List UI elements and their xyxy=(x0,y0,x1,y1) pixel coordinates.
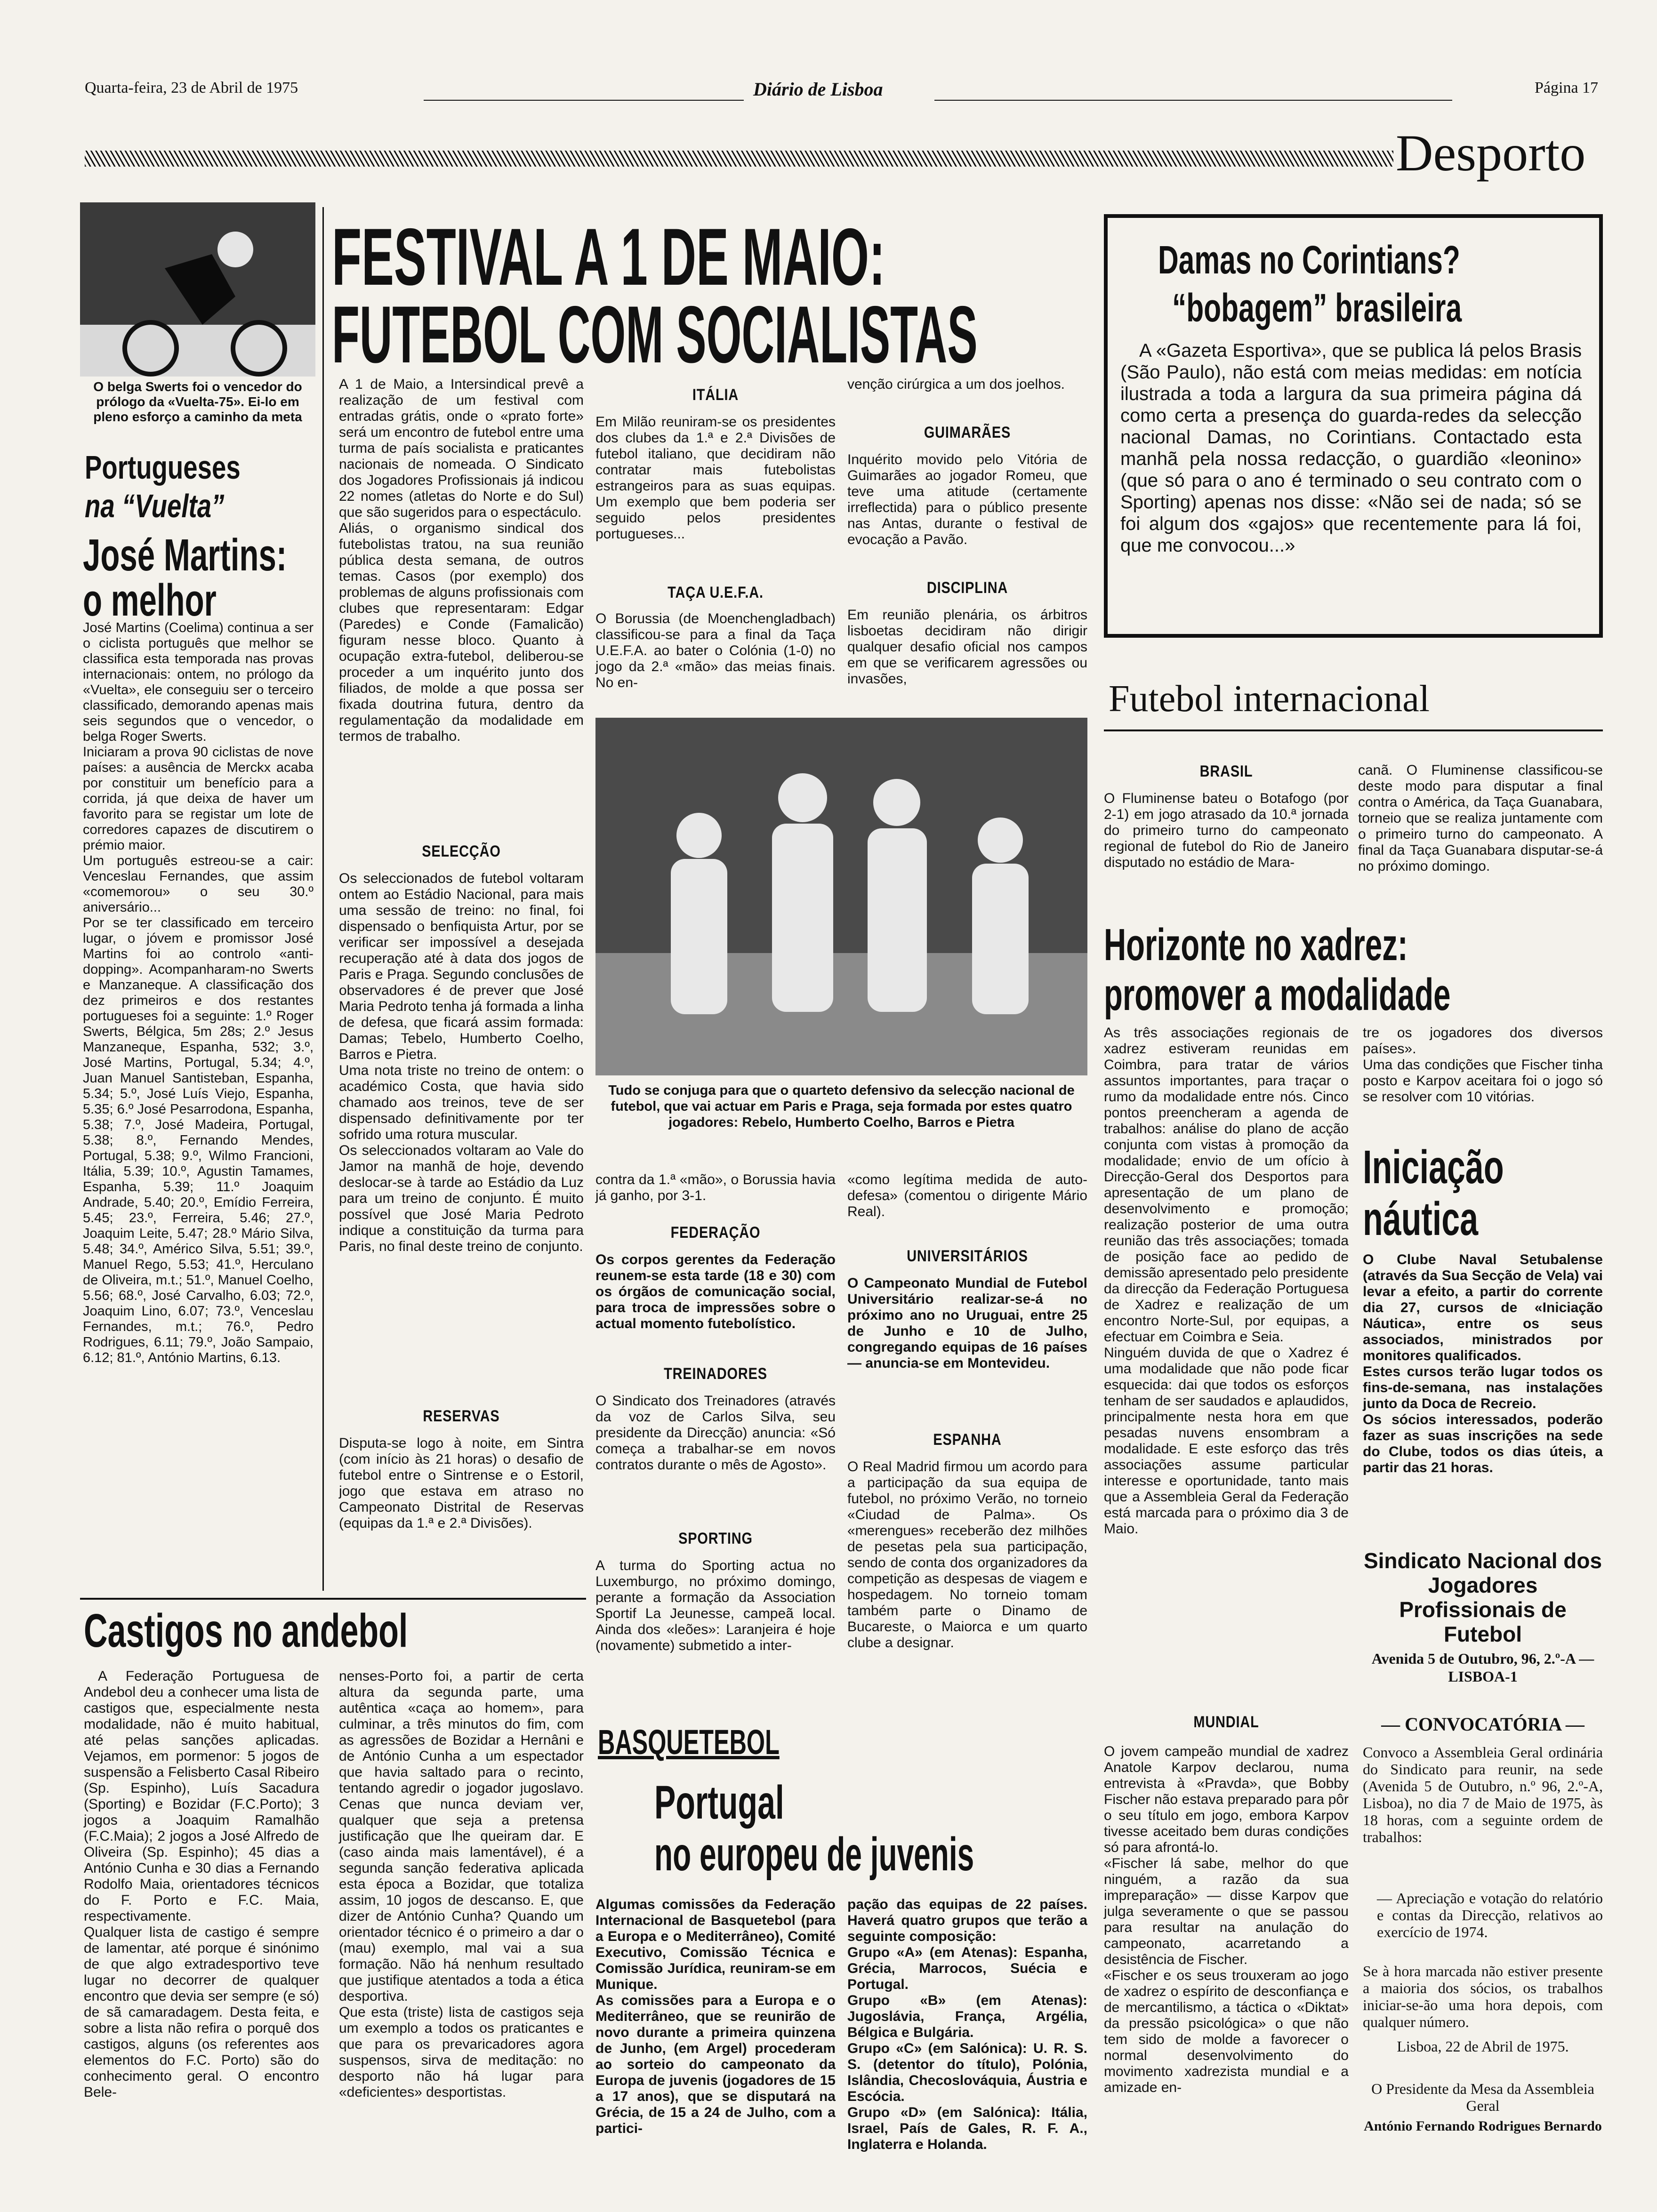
espanha-heading: ESPANHA xyxy=(933,1431,1002,1449)
convocatoria-body: Convoco a Assembleia Geral ordinária do Sindicato para reunir, na sede (Avenida 5 de Outubro, n.º 96, 2.º-A, Lisboa), no dia 7 de Maio de 1975, às 18 horas, com a seguinte ordem de trabalhos: xyxy=(1363,1744,1603,1845)
vuelta-kicker-1: Portugueses xyxy=(85,449,241,486)
damas-body: A «Gazeta Esportiva», que se publica lá pelos Brasis (São Paulo), não está com meias medidas: em notícia ilustrada a toda a largura da sua primeira página dá como certa a presença do guarda-redes da selecção nacional Damas, no Corintians. Contactado esta manhã pela nossa redacção, o guardião «leonino» (que só para o ano é terminado o seu contrato com o Sporting) apenas nos disse: «Não sei de nada; só se foi algum dos «gajos» que recentemente para lá foi, que me convocou...» xyxy=(1120,340,1582,556)
convocatoria-heading: — CONVOCATÓRIA — xyxy=(1381,1714,1585,1735)
sporting-body: A turma do Sporting actua no Luxemburgo, no próximo domingo, perante a formação da Association Sportif La Jeunesse, campeã local. Ainda dos «leões»: Laranjeira é hoje (novamente) submetido a inter- xyxy=(595,1558,836,1653)
convocatoria-item: — Apreciação e votação do relatório e contas da Direcção, relativos ao exercício de 1974. xyxy=(1377,1890,1603,1940)
section-title: Desporto xyxy=(1396,124,1586,182)
mundial-heading: MUNDIAL xyxy=(1193,1713,1259,1731)
brasil-body-2: canã. O Fluminense classificou-se deste modo para disputar a final contra o América, da Taça Guanabara, torneio que se realiza juntamente com o primeiro turno do campeonato. A final da Taça Guanabara disputar-se-á no próximo domingo. xyxy=(1358,762,1603,874)
sindicato-address: Avenida 5 de Outubro, 96, 2.º-A — LISBOA-1 xyxy=(1371,1650,1594,1685)
italia-heading: ITÁLIA xyxy=(692,386,739,404)
vuelta-title-2: o melhor xyxy=(83,575,217,625)
cyclist-caption: O belga Swerts foi o vencedor do prólogo da «Vuelta-75». Ei-lo em pleno esforço a caminho da meta xyxy=(93,379,302,424)
selecao-heading: SELECÇÃO xyxy=(422,842,501,860)
basquetebol-title-2: no europeu de juvenis xyxy=(654,1828,974,1881)
vuelta-body: José Martins (Coelima) continua a ser o ciclista português que melhor se classifica esta temporada nas provas internacionais: ontem, no prólogo da «Vuelta», ele conseguiu ser o terceiro classificado, demorando apenas mais seis segundos que o vencedor, o belga Roger Swerts. Iniciaram a prova 90 ciclistas de nove países: a ausência de Merckx acaba por constituir um benefício para a corrida, já que deixa de haver um favorito para se registar um lote de corredores capazes de discutirem o prémio maior. Um português estreou-se a cair: Venceslau Fernandes, que assim «comemorou» o seu 30.º aniversário... Por se ter classificado em terceiro lugar, o jóvem e promissor José Martins foi ao controlo «anti-dopping». Acompanharam-no Swerts e Manzaneque. A classificação dos dez primeiros e dos restantes portugueses foi a seguinte: 1.º Roger Swerts, Bélgica, 5m 28s; 2.º Jesus Manzaneque, Espanha, 532; 3.º, José Martins, Portugal, 5.34; 4.º, Juan Manuel Santisteban, Espanha, 5.34; 5.º, José Luís Viejo, Espanha, 5.35; 6.º José Pesarrodona, Espanha, 5.38; 7.º, José Madeira, Portugal, 5.38; 8.º, Fernando Mendes, Portugal, 5.38; 9.º, Wilmo Francioni, Itália, 5.39; 10.º, Agustin Tamames, Espanha, 5.39; 11.º Joaquim Andrade, 5.40; 20.º, Emídio Ferreira, 5.45; 23.º, Ferreira, 5.46; 27.º, Joaquim Leite, 5.47; 28.º Mário Silva, 5.48; 34.º, Américo Silva, 5.51; 39.º, Manuel Rego, 5.53; 41.º, Herculano de Oliveira, m.t.; 51.º, Manuel Coelho, 5.56; 68.º, José Carvalho, 6.03; 72.º, Joaquim Lino, 6.07; 73.º, Venceslau Fernandes, m.t.; 76.º, Pedro Rodrigues, 6.11; 79.º, João Sampaio, 6.12; 81.º, António Martins, 6.13. xyxy=(83,620,314,1365)
newspaper-name: Diário de Lisboa xyxy=(753,79,883,100)
andebol-title: Castigos no andebol xyxy=(84,1604,408,1657)
nautica-title-1: Iniciação xyxy=(1363,1141,1504,1194)
signature-role: O Presidente da Mesa da Assembleia Geral xyxy=(1371,2080,1594,2114)
vuelta-kicker-2: na “Vuelta” xyxy=(85,488,225,524)
universitarios-heading: UNIVERSITÁRIOS xyxy=(907,1247,1028,1265)
mundial-body: O jovem campeão mundial de xadrez Anatole Karpov declarou, numa entrevista à «Pravda», que Bobby Fischer não estava preparado para pôr o seu título em jogo, embora Karpov tivesse aceitado bem duras condições só para afrontá-lo. «Fischer lá sabe, melhor do que ninguém, a razão da sua impreparação» — disse Karpov que julga severamente o que se passou para resultar na anulação do campeonato, acarretando a desistência de Fischer. «Fischer e os seus trouxeram ao jogo de xadrez o espírito de desconfiança e de mercantilismo, a táctica o «Diktat» da pressão psicológica» o que não tem sido de molde a favorecer o normal desenvolvimento do movimento xadrezista mundial e a amizade en- xyxy=(1104,1744,1349,2095)
team-photo xyxy=(595,718,1087,1075)
disciplina-heading: DISCIPLINA xyxy=(926,579,1008,597)
sporting-heading: SPORTING xyxy=(678,1530,753,1547)
universitarios-body: O Campeonato Mundial de Futebol Universitário realizar-se-á no próximo ano no Uruguai, entre 25 de Junho e 10 de Julho, congregando equipas de 16 países — anuncia-se em Montevideu. xyxy=(847,1275,1087,1371)
xadrez-title-2: promover a modalidade xyxy=(1104,970,1451,1020)
basquetebol-col2: pação das equipas de 22 países. Haverá quatro grupos que terão a seguinte composição: Grupo «A» (em Atenas): Espanha, Grécia, Marrocos, Suécia e Portugal. Grupo «B» (em Atenas): Jugoslávia, França, Argélia, Bélgica e Bulgária. Grupo «C» (em Salónica): U. R. S. S. (detentor do título), Polónia, Islândia, Checoslováquia, Áustria e Escócia. Grupo «D» (em Salónica): Itália, Israel, País de Gales, R. F. A., Inglaterra e Holanda. xyxy=(847,1897,1087,2152)
team-photo-illustration xyxy=(595,718,1087,1075)
futint-rule xyxy=(1104,729,1603,731)
convocatoria-date: Lisboa, 22 de Abril de 1975. xyxy=(1397,2038,1569,2055)
guimaraes-heading: GUIMARÃES xyxy=(924,424,1011,441)
cyclist-photo xyxy=(80,202,315,377)
reservas-heading: RESERVAS xyxy=(423,1407,500,1425)
team-photo-caption: Tudo se conjuga para que o quarteto defensivo da selecção nacional de futebol, que vai actuar em Paris e Praga, seja formada por estes quatro jogadores: Rebelo, Humberto Coelho, Barros e Pietra xyxy=(608,1083,1075,1130)
signature-name: António Fernando Rodrigues Bernardo xyxy=(1364,2118,1602,2134)
issue-date: Quarta-feira, 23 de Abril de 1975 xyxy=(85,79,298,96)
masthead-rule-right xyxy=(934,100,1452,101)
xadrez-col2: tre os jogadores dos diversos países». Uma das condições que Fischer tinha posto e Karpov aceitara foi o jogo só se resolver com 10 vitórias. xyxy=(1363,1025,1603,1105)
brasil-body: O Fluminense bateu o Botafogo (por 2-1) em jogo atrasado da 10.ª jornada do primeiro turno do campeonato regional de futebol do Rio de Janeiro disputado no estádio de Mara- xyxy=(1104,791,1349,870)
selecao-body: Os seleccionados de futebol voltaram ontem ao Estádio Nacional, para mais uma sessão de treino: no final, foi dispensado o benfiquista Artur, por se verificar ser impossível a desejada recuperação até à data dos jogos de Paris e Praga. Segundo conclusões de observadores é de prever que José Maria Pedroto tenha já formada a linha de defesa, que ficará assim formada: Damas; Tebelo, Humberto Coelho, Barros e Pietra. Uma nota triste no treino de ontem: o académico Costa, que havia sido chamado aos treinos, teve de ser dispensado definitivamente por ter sofrido uma rotura muscular. Os seleccionados voltaram ao Vale do Jamor na manhã de hoje, devendo deslocar-se à tarde ao Estádio da Luz para um treino de conjunto. É muito possível que José Maria Pedroto indique a constituição da turma para Paris, no final deste treino de conjunto. xyxy=(339,871,584,1254)
cyclist-photo-illustration xyxy=(80,202,315,377)
reservas-body: Disputa-se logo à noite, em Sintra (com início às 21 horas) o desafio de futebol entre o Sintrense e o Estoril, jogo que estava em atraso no Campeonato Distrital de Reservas (equipas da 1.ª e 2.ª Divisões). xyxy=(339,1435,584,1531)
uefa-body: O Borussia (de Moenchengladbach) classificou-se para a final da Taça U.E.F.A. ao bater o Colónia (1-0) no jogo da 2.ª «mão» das meias finais. No en- xyxy=(595,611,836,690)
federacao-body: Os corpos gerentes da Federação reunem-se esta tarde (18 e 30) com os órgãos de comunicação social, para troca de impressões sobre o actual momento futebolístico. xyxy=(595,1252,836,1331)
andebol-col2: nenses-Porto foi, a partir de certa altura da segunda parte, uma autêntica «caça ao homem», para culminar, a três minutos do fim, com as agressões de Bozidar a Hernâni e de António Cunha a um espectador que havia saltado para o recinto, tentando agredir o jogador jugoslavo. Cenas que nunca deviam ver, qualquer que seja a pretensa justificação que lhe queiram dar. E (caso ainda mais lamentável), é a segunda sanção federativa aplicada esta época a Bozidar, que totaliza assim, 10 jogos de descanso. E, que dizer de António Cunha? Quando um orientador técnico é o primeiro a dar o (mau) exemplo, mal vai a sua formação. Não há nenhum resultado que justifique atentados a toda a ética desportiva. Que esta (triste) lista de castigos seja um exemplo a todos os praticantes e que para os prevaricadores agora suspensos, sirva de meditação: no desporto não há lugar para «deficientes» desportistas. xyxy=(339,1668,584,2100)
disciplina-body: Em reunião plenária, os árbitros lisboetas decidiram não dirigir qualquer desafio oficial nos campos em que se verificarem agressões ou invasões, xyxy=(847,607,1087,687)
futebol-internacional-title: Futebol internacional xyxy=(1109,678,1430,720)
basquetebol-title-1: Portugal xyxy=(654,1776,784,1829)
federacao-heading: FEDERAÇÃO xyxy=(670,1224,761,1242)
treinadores-body: O Sindicato dos Treinadores (através da voz de Carlos Silva, seu presidente da Direcção) anuncia: «Só começa a trabalhar-se em novos contratos durante o mês de Agosto». xyxy=(595,1393,836,1473)
damas-title-2: “bobagem” brasileira xyxy=(1172,286,1462,330)
andebol-col1: A Federação Portuguesa de Andebol deu a conhecer uma lista de castigos que, especialmente nesta modalidade, não é muito habitual, até pelas sanções aplicadas. Vejamos, em pormenor: 5 jogos de suspensão a Felisberto Casal Ribeiro (Sp. Espinho), Luís Sacadura (Sporting) e Bozidar (F.C.Porto); 3 jogos a Joaquim Ramalhão (F.C.Maia); 2 jogos a José Alfredo de Oliveira (Sp. Espinho); 45 dias a António Cunha e 30 dias a Fernando Rodolfo Maia, orientadores técnicos do F. Porto e F.C. Maia, respectivamente. Qualquer lista de castigo é sempre de lamentar, até porque é sinónimo de que algo extradesportivo teve lugar no decorrer de qualquer encontro que devia ser sempre (e só) de sã camaradagem. Desta feita, e sobre a lista não refira o porquê dos castigos, alguns (os referentes aos elementos do F.C. Porto) são do conhecimento geral. O encontro Bele- xyxy=(84,1668,319,2100)
xadrez-body: As três associações regionais de xadrez estiveram reunidas em Coimbra, para tratar de vários assuntos importantes, para traçar o rumo da modalidade entre nós. Cinco pontos preencheram a agenda de trabalhos: análise do plano de acção conjunta com vistas à promoção da modalidade; envio de um ofício à Direcção-Geral dos Desportos para apresentação de um plano de desenvolvimento e promoção; realização posterior de uma outra reunião das três associações; tomada de posição face ao pedido de demissão apresentado pelo presidente da direcção da Federação Portuguesa de Xadrez e realização de um encontro Norte-Sul, por equipas, a efectuar em Coimbra e Seia. Ninguém duvida de que o Xadrez é uma modalidade que não pode ficar esquecida: dai que todos os esforços tenham de ser saudados e aplaudidos, principalmente nesta hora em que pesadas nuvens ensombram a modalidade. E este esforço das três associações assume particular interesse e oportunidade, tanto mais que a Assembleia Geral da Federação está marcada para o próximo dia 3 de Maio. xyxy=(1104,1025,1349,1537)
nautica-title-2: náutica xyxy=(1363,1193,1479,1245)
festival-col3-top: venção cirúrgica a um dos joelhos. xyxy=(847,377,1065,392)
festival-title-2: FUTEBOL COM SOCIALISTAS xyxy=(332,289,978,380)
uefa-heading: TAÇA U.E.F.A. xyxy=(668,584,764,601)
vuelta-title-1: José Martins: xyxy=(83,530,287,580)
uefa-continued: contra da 1.ª «mão», o Borussia havia já ganho, por 3-1. xyxy=(595,1172,836,1203)
festival-col1: A 1 de Maio, a Intersindical prevê a realização de um festival com entradas grátis, onde o «prato forte» será um encontro de futebol entre uma turma de país socialista e praticantes nacionais de nomeada. O Sindicato dos Jogadores Profissionais já indicou 22 nomes (atletas do Norte e do Sul) que são sugeridos para o espectáculo. Aliás, o organismo sindical dos futebolistas tratou, na sua reunião pública desta semana, de outros temas. Casos (por exemplo) dos problemas de alguns profissionais com clubes que representaram: Edgar (Paredes) e Conde (Famalicão) figuram nesse bloco. Quanto à ocupação extra-futebol, deliberou-se proceder a um inquérito junto dos filiados, de molde a que possa ser fixada doutrina futura, dentro da regulamentação da modalidade em termos de trabalho. xyxy=(339,377,584,744)
convocatoria-note: Se à hora marcada não estiver presente a maioria dos sócios, os trabalhos iniciar-se-ão uma hora depois, com qualquer número. xyxy=(1363,1963,1603,2030)
italia-body: Em Milão reuniram-se os presidentes dos clubes da 1.ª e 2.ª Divisões de futebol italiano, que decidiram não contratar mais futebolistas estrangeiros para as suas equipas. Um exemplo que bem poderia ser seguido pelos presidentes portugueses... xyxy=(595,414,836,542)
section-hatch-bar xyxy=(85,151,1393,167)
column-rule xyxy=(322,207,324,1591)
andebol-rule xyxy=(80,1598,586,1600)
xadrez-title-1: Horizonte no xadrez: xyxy=(1104,920,1408,970)
basquetebol-kicker: BASQUETEBOL xyxy=(598,1723,780,1762)
sindicato-name: Sindicato Nacional dos Jogadores Profissionais de Futebol xyxy=(1363,1548,1602,1646)
damas-title-1: Damas no Corintians? xyxy=(1158,238,1460,282)
brasil-heading: BRASIL xyxy=(1199,762,1253,780)
masthead-rule xyxy=(424,100,744,101)
nautica-body: O Clube Naval Setubalense (através da Sua Secção de Vela) vai levar a efeito, a partir do corrente dia 27, cursos de «Iniciação Náutica», entre os seus associados, ministrados por monitores qualificados. Estes cursos terão lugar todos os fins-de-semana, nas instalações junto da Doca de Recreio. Os sócios interessados, poderão fazer as suas inscrições na sede do Clube, todos os dias úteis, a partir das 21 horas. xyxy=(1363,1252,1603,1475)
treinadores-heading: TREINADORES xyxy=(664,1365,767,1383)
page-number: Página 17 xyxy=(1535,79,1599,96)
basquetebol-col1: Algumas comissões da Federação Internacional de Basquetebol (para a Europa e o Mediterrâneo), Comité Executivo, Comissão Técnica e Comissão Jurídica, reuniram-se em Munique. As comissões para a Europa e o Mediterrâneo, que se reunirão de novo durante a primeira quinzena de Junho, (em Argel) procederam ao sorteio do campeonato da Europa de juvenis (jogadores de 15 a 17 anos), que se disputará na Grécia, de 15 a 24 de Julho, com a partici- xyxy=(595,1897,836,2136)
disciplina-continued: «como legítima medida de auto-defesa» (comentou o dirigente Mário Real). xyxy=(847,1172,1087,1219)
espanha-body: O Real Madrid firmou um acordo para a participação da sua equipa de futebol, no próximo Verão, no torneio «Ciudad de Palma». Os «merengues» receberão dez milhões de pesetas pela sua participação, sendo de conta dos organizadores da competição as despesas de viagem e hospedagem. No torneio tomam também parte o Dinamo de Bucareste, o Maiorca e um quarto clube a designar. xyxy=(847,1459,1087,1651)
guimaraes-body: Inquérito movido pelo Vitória de Guimarães ao jogador Romeu, que teve uma atitude (certamente irreflectida) para o público presente nas Antas, durante o festival de evocação a Pavão. xyxy=(847,452,1087,547)
festival-title-1: FESTIVAL A 1 DE MAIO: xyxy=(332,212,885,302)
